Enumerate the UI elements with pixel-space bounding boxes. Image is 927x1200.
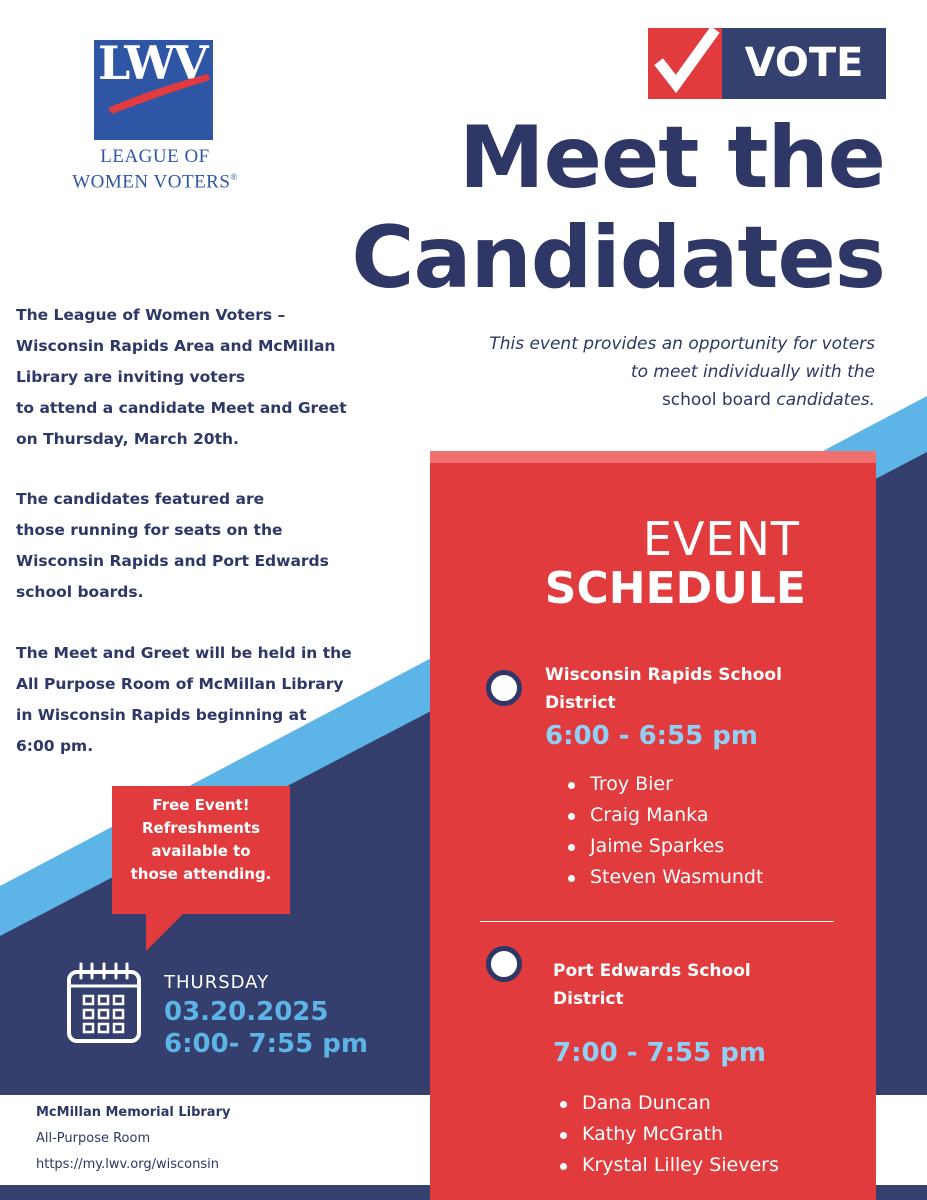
- event-date-block: [164, 970, 368, 1060]
- intro-p2-line: The candidates featured are: [16, 490, 265, 508]
- registered-mark: ®: [230, 172, 238, 182]
- candidate-item: Steven Wasmundt: [568, 862, 763, 893]
- lwv-logo-letters: LWV: [98, 40, 206, 90]
- vote-label: VOTE: [722, 28, 886, 99]
- candidate-item: Dana Duncan: [560, 1088, 779, 1119]
- tagline-line1: [375, 330, 875, 358]
- free-event-callout: [112, 786, 290, 914]
- intro-p3-line: The Meet and Greet will be held in the: [16, 644, 352, 662]
- intro-p2-line: those running for seats on the: [16, 521, 283, 539]
- intro-p1-line: Library are inviting voters: [16, 368, 246, 386]
- intro-p1-line: The League of Women Voters –: [16, 306, 286, 324]
- vote-badge: [648, 28, 886, 99]
- district-name-line: Port Edwards School: [553, 961, 751, 981]
- schedule-panel-top-strip: [430, 451, 876, 463]
- district-time: 7:00 - 7:55 pm: [553, 1038, 766, 1068]
- candidate-item: Craig Manka: [568, 800, 763, 831]
- candidate-list: [568, 769, 763, 893]
- schedule-heading-schedule: SCHEDULE: [544, 563, 806, 614]
- intro-p3-line: All Purpose Room of McMillan Library: [16, 675, 344, 693]
- vote-checkbox-box: [648, 28, 722, 99]
- tagline-part3: school board: [661, 390, 771, 410]
- callout-line: Free Event!: [152, 796, 250, 814]
- callout-line: available to: [151, 842, 251, 860]
- district-time: 6:00 - 6:55 pm: [545, 721, 758, 751]
- tagline-line3: [375, 386, 875, 414]
- intro-p2-line: school boards.: [16, 583, 144, 601]
- schedule-heading-event: EVENT: [642, 512, 800, 566]
- district-name-line: Wisconsin Rapids School: [545, 665, 782, 685]
- candidate-item: Kathy McGrath: [560, 1119, 779, 1150]
- logo-swoosh: [94, 40, 213, 140]
- tagline-part2: to meet individually with the: [630, 362, 875, 382]
- candidate-item: Troy Bier: [568, 769, 763, 800]
- calendar-icon: [66, 962, 142, 1044]
- event-time: 6:00- 7:55 pm: [164, 1029, 368, 1059]
- callout-line: those attending.: [130, 865, 272, 883]
- event-date: 03.20.2025: [164, 997, 329, 1027]
- tagline-part1: This event provides an opportunity for voters: [489, 334, 875, 354]
- candidate-item: Krystal Lilley Sievers: [560, 1150, 779, 1181]
- lwv-logo-text: [60, 146, 250, 192]
- candidate-list: [560, 1088, 779, 1181]
- district-bullet-circle: [486, 946, 522, 982]
- intro-p1-line: on Thursday, March 20th.: [16, 430, 239, 448]
- district-name-line: District: [553, 989, 624, 1009]
- title-line2: Candidates: [351, 208, 885, 308]
- venue-footer: [36, 1100, 230, 1178]
- title-line1: Meet the: [459, 108, 885, 208]
- tagline: [375, 330, 875, 414]
- intro-p1-line: to attend a candidate Meet and Greet: [16, 399, 347, 417]
- intro-p1-line: Wisconsin Rapids Area and McMillan: [16, 337, 336, 355]
- callout-tail: [146, 913, 186, 953]
- district-name: [553, 957, 853, 1013]
- intro-p2-line: Wisconsin Rapids and Port Edwards: [16, 552, 329, 570]
- intro-p3-line: 6:00 pm.: [16, 737, 94, 755]
- intro-paragraph-1: [16, 300, 396, 455]
- intro-paragraph-3: [16, 638, 396, 762]
- logo-text-line2: [60, 167, 250, 192]
- tagline-line2: [375, 358, 875, 386]
- district-name: [545, 661, 845, 717]
- candidate-item: Jaime Sparkes: [568, 831, 763, 862]
- logo-text-line1: LEAGUE OF: [100, 146, 210, 167]
- schedule-divider: [480, 921, 834, 922]
- event-schedule-panel: [430, 463, 876, 1200]
- website-link[interactable]: https://my.lwv.org/wisconsin: [36, 1157, 219, 1172]
- lwv-logo-mark: [94, 40, 213, 140]
- district-name-line: District: [545, 693, 616, 713]
- logo-text-line2-main: WOMEN VOTERS: [72, 171, 231, 193]
- district-bullet-circle: [486, 670, 522, 706]
- intro-p3-line: in Wisconsin Rapids beginning at: [16, 706, 307, 724]
- event-day: THURSDAY: [164, 972, 270, 993]
- tagline-part4: candidates.: [776, 390, 875, 410]
- intro-paragraph-2: [16, 484, 396, 608]
- checkmark-icon: [648, 28, 722, 99]
- venue-room: All-Purpose Room: [36, 1131, 151, 1146]
- callout-line: Refreshments: [141, 819, 260, 837]
- venue-name: McMillan Memorial Library: [36, 1105, 231, 1120]
- page-title: [351, 108, 885, 308]
